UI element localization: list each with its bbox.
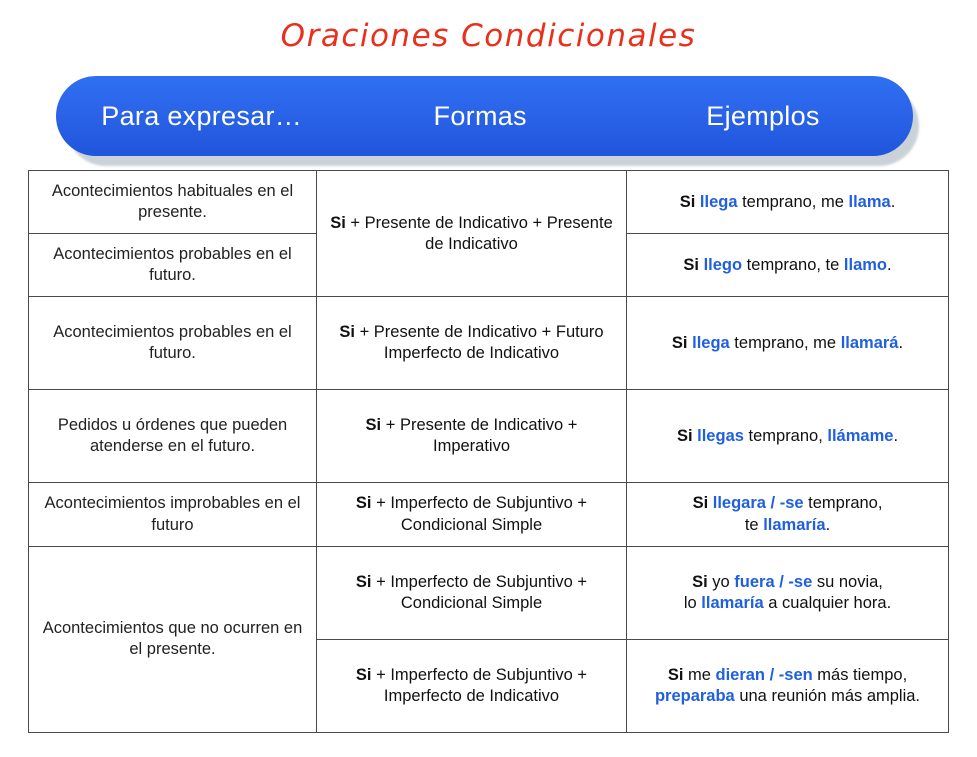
si-keyword: Si <box>671 333 688 352</box>
form-text: + Presente de Indicativo + Presente de Indicativo <box>345 213 613 253</box>
example-line2-pre: te <box>744 515 764 534</box>
si-keyword: Si <box>355 665 372 684</box>
example-mid: temprano, me <box>737 192 849 211</box>
si-keyword: Si <box>692 572 708 591</box>
verb-alt: / -se <box>765 494 804 513</box>
cell-form <box>317 171 627 297</box>
example-mid: su novia, <box>812 572 883 591</box>
cell-form <box>317 546 627 639</box>
example-mid: temprano, me <box>729 333 841 352</box>
header-col-3: Ejemplos <box>706 100 820 131</box>
si-keyword: Si <box>355 572 372 591</box>
example-mid: más tiempo, <box>812 665 908 684</box>
si-keyword: Si <box>355 494 372 513</box>
verb-alt: / -se <box>774 572 813 591</box>
cell-form <box>317 390 627 483</box>
cell-description: Pedidos u órdenes que pueden atenderse en el futuro. <box>29 390 317 483</box>
verb-1: llegara <box>712 494 766 513</box>
example-mid: temprano, <box>743 426 828 445</box>
table-row <box>29 390 949 483</box>
example-end: . <box>825 515 831 534</box>
si-keyword: Si <box>365 416 382 435</box>
example-end: . <box>887 255 892 274</box>
cell-example <box>627 234 949 297</box>
banner-bar <box>56 76 913 156</box>
header-banner <box>56 76 921 164</box>
example-end: a cualquier hora. <box>763 593 892 612</box>
si-keyword: Si <box>679 192 696 211</box>
verb-1: fuera <box>734 572 775 591</box>
header-col-1: Para expresar… <box>101 100 303 131</box>
example-end: . <box>890 192 896 211</box>
header-col-2: Formas <box>433 100 527 131</box>
example-pre: me <box>683 665 716 684</box>
example-end: . <box>898 333 904 352</box>
conditionals-table <box>28 170 949 733</box>
example-line2-pre: lo <box>683 593 702 612</box>
example-end: una reunión más amplia. <box>734 686 921 705</box>
verb-1: llega <box>692 333 730 352</box>
cell-example <box>627 546 949 639</box>
table-row <box>29 546 949 639</box>
cell-example <box>627 297 949 390</box>
table-row <box>29 297 949 390</box>
form-text: + Presente de Indicativo + Futuro Imperfecto de Indicativo <box>355 323 604 363</box>
verb-2: preparaba <box>654 686 735 705</box>
cell-form <box>317 297 627 390</box>
form-text: + Imperfecto de Subjuntivo + Imperfecto de Indicativo <box>371 665 588 705</box>
cell-example <box>627 171 949 234</box>
cell-description: Acontecimientos probables en el futuro. <box>29 234 317 297</box>
example-pre: yo <box>707 572 735 591</box>
verb-1: llega <box>699 192 738 211</box>
cell-description: Acontecimientos habituales en el presente. <box>29 171 317 234</box>
si-keyword: Si <box>676 426 693 445</box>
verb-2: llamaría <box>701 593 764 612</box>
form-text: + Presente de Indicativo + Imperativo <box>381 416 578 456</box>
example-end: . <box>893 426 899 445</box>
cell-description: Acontecimientos probables en el futuro. <box>29 297 317 390</box>
verb-2: llamará <box>840 333 899 352</box>
cell-form <box>317 483 627 546</box>
example-mid: temprano, te <box>742 255 844 274</box>
example-mid: temprano, <box>803 494 883 513</box>
si-keyword: Si <box>683 255 699 274</box>
cell-example <box>627 483 949 546</box>
cell-form <box>317 639 627 732</box>
verb-1: llegas <box>697 426 744 445</box>
verb-2: llámame <box>827 426 894 445</box>
cell-description: Acontecimientos improbables en el futuro <box>29 483 317 546</box>
cell-example <box>627 390 949 483</box>
table-row <box>29 483 949 546</box>
si-keyword: Si <box>330 213 346 232</box>
form-text: + Imperfecto de Subjuntivo + Condicional Simple <box>371 494 588 534</box>
table-row <box>29 171 949 234</box>
cell-example <box>627 639 949 732</box>
si-keyword: Si <box>667 665 684 684</box>
verb-2: llama <box>848 192 891 211</box>
cell-description: Acontecimientos que no ocurren en el presente. <box>29 546 317 732</box>
page-title: Oraciones Condicionales <box>280 18 697 54</box>
verb-1: dieran <box>715 665 766 684</box>
si-keyword: Si <box>339 323 355 342</box>
si-keyword: Si <box>692 494 709 513</box>
verb-1: llego <box>703 255 743 274</box>
verb-2: llamaría <box>763 515 826 534</box>
form-text: + Imperfecto de Subjuntivo + Condicional Simple <box>371 572 588 612</box>
verb-2: llamo <box>843 255 888 274</box>
verb-alt: / -sen <box>765 665 813 684</box>
